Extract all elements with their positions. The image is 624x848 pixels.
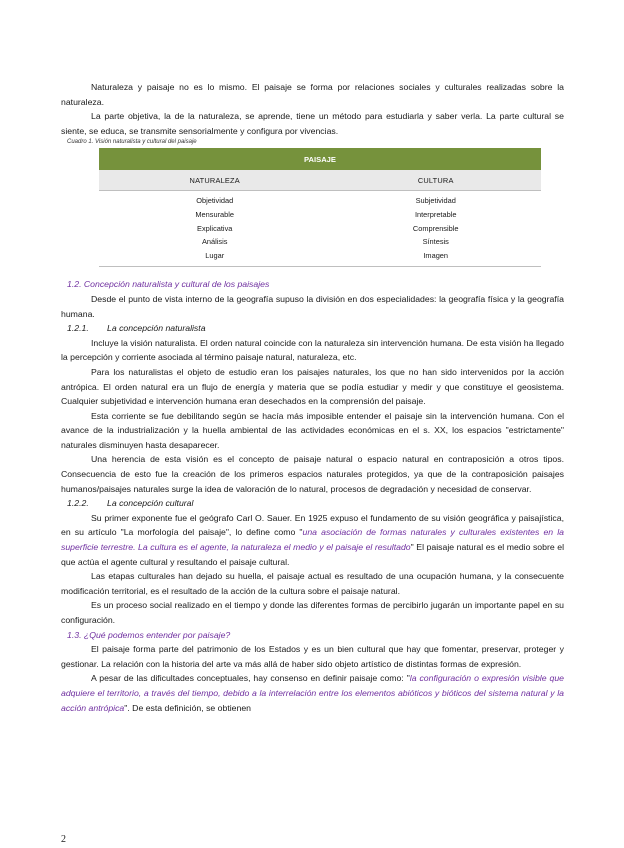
table-cell: Síntesis bbox=[422, 237, 449, 247]
text-run: ". De esta definición, se obtienen bbox=[124, 702, 251, 713]
subsection-title: La concepción cultural bbox=[107, 498, 194, 509]
section-heading: 1.3. ¿Qué podemos entender por paisaje? bbox=[67, 629, 231, 640]
paragraph: Naturaleza y paisaje no es lo mismo. El paisaje se forma por relaciones sociales y culturales realizadas sobre la naturaleza. bbox=[61, 82, 564, 107]
column-header-naturaleza: NATURALEZA bbox=[99, 170, 330, 191]
paragraph bbox=[61, 511, 564, 569]
table-cell: Imagen bbox=[423, 250, 449, 260]
subsection-heading bbox=[61, 321, 564, 336]
column-header-cultura: CULTURA bbox=[330, 170, 541, 191]
paragraph: Las etapas culturales han dejado su huella, el paisaje actual es resultado de una ocupación humana, y la consecuente modificación territorial, es el resultado de la acción de la cultura sobre el paisaje natural. bbox=[61, 571, 564, 596]
text-run: " El paisaje natural es el medio sobre el que actúa el agente cultural y resultando el paisaje cultural. bbox=[61, 542, 564, 567]
section-heading: 1.2. Concepción naturalista y cultural de los paisajes bbox=[67, 279, 270, 290]
document-page bbox=[61, 80, 564, 715]
table-cell: Explicativa bbox=[197, 223, 233, 233]
paragraph: Esta corriente se fue debilitando según se hacía más imposible entender el paisaje sin la intervención humana. Con el avance de la industrialización y la huella ambiental de las actividades económicas en el s. XX, los espacios "estrictamente" naturales disminuyen hasta desaparecer. bbox=[61, 410, 564, 450]
column-naturaleza bbox=[99, 191, 330, 267]
paragraph: El paisaje forma parte del patrimonio de los Estados y es un bien cultural que hay que fomentar, preservar, proteger y gestionar. La relación con la historia del arte va más allá de haber sido objeto artístico de distintas formas de expresión. bbox=[61, 644, 564, 669]
page-number: 2 bbox=[61, 834, 66, 845]
text-run: A pesar de las dificultades conceptuales, hay consenso en definir paisaje como: " bbox=[91, 673, 410, 684]
table-cell: Subjetividad bbox=[415, 196, 456, 206]
subsection-number: 1.2.2. bbox=[67, 498, 89, 509]
table-cell: Objetividad bbox=[196, 196, 234, 206]
paragraph: Una herencia de esta visión es el concepto de paisaje natural o espacio natural en contraposición a otros tipos. Consecuencia de esto fue la creación de los primeros espacios naturales protegidos, ya que de la contraposición paisajes humanos/paisajes naturales surge la idea de valoración de lo natural, procesos de degradación y necesidad de conservar. bbox=[61, 454, 564, 494]
quote: la configuración o expresión visible que adquiere el territorio, a través del tiempo, debido a la interrelación entre los elementos abióticos y bióticos del sistema natural y la acción antrópica bbox=[61, 673, 564, 713]
table-cell: Interpretable bbox=[414, 209, 457, 219]
subsection-number: 1.2.1. bbox=[67, 323, 89, 334]
subsection-title: La concepción naturalista bbox=[107, 323, 206, 334]
table-cell: Lugar bbox=[205, 250, 225, 260]
table-cell: Análisis bbox=[201, 237, 228, 247]
quote: una asociación de formas naturales y culturales existentes en la superficie terrestre. La cultura es el agente, la naturaleza el medio y el paisaje el resultado bbox=[61, 527, 564, 553]
table-cell: Mensurable bbox=[195, 209, 235, 219]
paragraph: Para los naturalistas el objeto de estudio eran los paisajes naturales, los que no han sido intervenidos por la acción antrópica. El orden natural era un flujo de energía y materia que se podía estudiar y medir y que constituye el geosistema. Cualquier subjetividad e intervención humana eran desechados en la comprensión del paisaje. bbox=[61, 366, 564, 407]
paragraph: Incluye la visión naturalista. El orden natural coincide con la naturaleza sin intervención humana. De esta visión ha llegado la percepción y corriente asociada al término paisaje natural, naturaleza, etc. bbox=[61, 337, 564, 363]
paragraph: La parte objetiva, la de la naturaleza, se aprende, tiene un método para estudiarla y saber verla. La parte cultural se siente, se educa, se transmite sensorialmente y configura por vivencias. bbox=[61, 111, 564, 136]
text-run: Su primer exponente fue el geógrafo Carl O. Sauer. En 1925 expuso el fundamento de su visión geográfica y paisajística, en su artículo "La morfología del paisaje", lo define como " bbox=[61, 512, 564, 538]
table-cell: Comprensible bbox=[412, 223, 459, 233]
paragraph: Es un proceso social realizado en el tiempo y donde las diferentes formas de percibirlo jugarán un importante papel en su configuración. bbox=[61, 600, 564, 625]
subsection-heading bbox=[61, 496, 564, 511]
paragraph: Desde el punto de vista interno de la geografía supuso la división en dos especialidades: la geografía física y la geografía humana. bbox=[61, 293, 564, 319]
table-title: PAISAJE bbox=[99, 148, 541, 170]
paragraph bbox=[61, 671, 564, 715]
comparison-table bbox=[99, 148, 541, 267]
table-caption: Cuadro 1. Visión naturalista y cultural del paisaje bbox=[67, 139, 197, 146]
column-cultura bbox=[330, 191, 541, 267]
